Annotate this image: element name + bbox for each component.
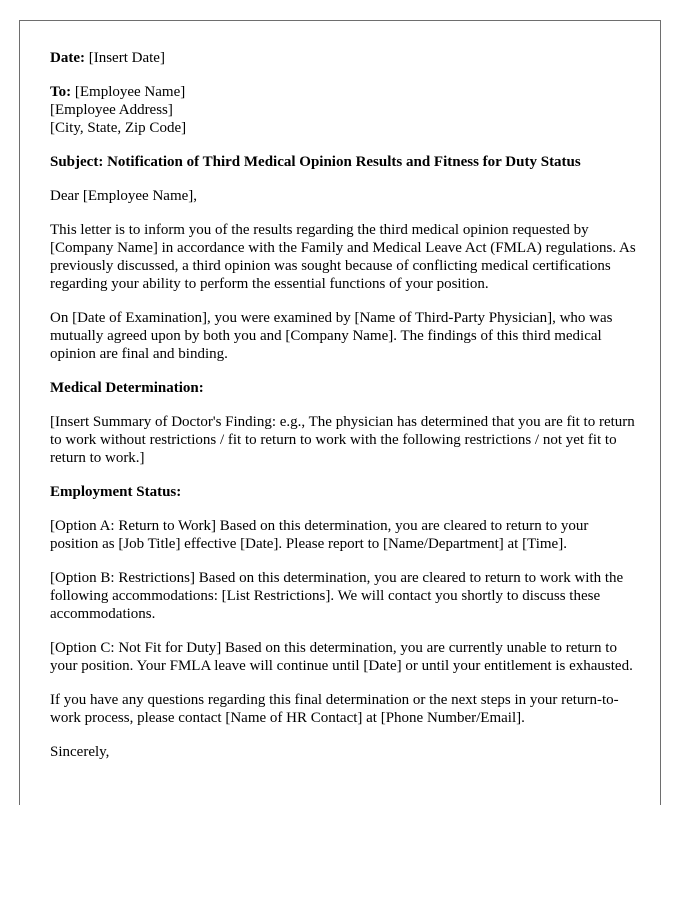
medical-determination-heading: Medical Determination: — [50, 380, 204, 396]
medical-determination-paragraph: [Insert Summary of Doctor's Finding: e.g., The physician has determined that you are fit to return to work without restrictions / fit to return to work with the following restrictions / not yet fit to return to work.] — [50, 414, 635, 466]
option-c-paragraph: [Option C: Not Fit for Duty] Based on this determination, you are currently unable to return to your position. Your FMLA leave will continue until [Date] or until your entitlement is exhausted. — [50, 640, 633, 674]
recipient-city: [City, State, Zip Code] — [50, 120, 187, 136]
recipient-block — [50, 83, 640, 137]
examination-paragraph: On [Date of Examination], you were examined by [Name of Third-Party Physician], who was mutually agreed upon by both you and [Company Name]. The findings of this third medical opinion are final and binding. — [50, 310, 613, 362]
intro-paragraph: This letter is to inform you of the results regarding the third medical opinion requested by [Company Name] in accordance with the Family and Medical Leave Act (FMLA) regulations. As previously discussed, a third opinion was sought because of conflicting medical certifications regarding your ability to perform the essential functions of your position. — [50, 222, 636, 292]
salutation: Dear [Employee Name], — [50, 188, 198, 204]
option-a-paragraph: [Option A: Return to Work] Based on this determination, you are cleared to return to your position as [Job Title] effective [Date]. Please report to [Name/Department] at [Time]. — [50, 518, 589, 552]
questions-paragraph: If you have any questions regarding this final determination or the next steps in your return-to-work process, please contact [Name of HR Contact] at [Phone Number/Email]. — [50, 692, 619, 726]
option-b-paragraph: [Option B: Restrictions] Based on this determination, you are cleared to return to work with the following accommodations: [List Restrictions]. We will contact you shortly to discuss these accommodations. — [50, 570, 624, 622]
date-value: [Insert Date] — [88, 50, 165, 66]
date-line — [50, 49, 640, 67]
closing: Sincerely, — [50, 744, 110, 760]
recipient-address: [Employee Address] — [50, 102, 173, 118]
recipient-name: [Employee Name] — [74, 84, 186, 100]
date-label: Date: — [50, 50, 85, 66]
to-label: To: — [50, 84, 72, 100]
letter-content — [50, 49, 640, 777]
subject-line: Subject: Notification of Third Medical Opinion Results and Fitness for Duty Status — [50, 154, 581, 170]
employment-status-heading: Employment Status: — [50, 484, 182, 500]
letter-page — [19, 20, 661, 805]
